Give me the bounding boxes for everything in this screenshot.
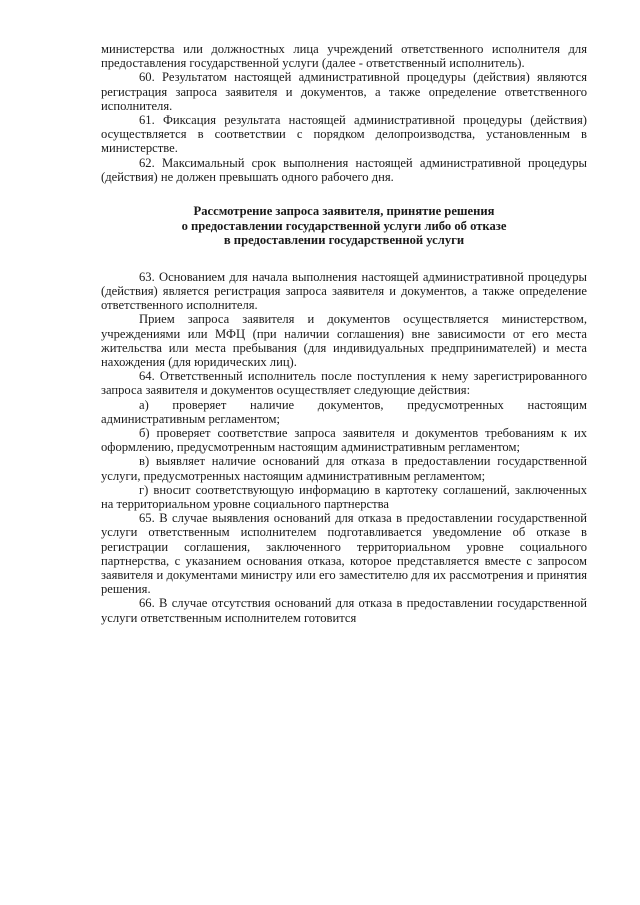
list-item-a: а) проверяет наличие документов, предусмотренных настоящим административным регламентом; <box>101 397 587 426</box>
paragraph-60: 60. Результатом настоящей административной процедуры (действия) являются регистрация запроса заявителя и документов, а также определение ответственного исполнителя. <box>101 70 587 113</box>
paragraph-63: 63. Основанием для начала выполнения настоящей административной процедуры (действия) является регистрация запроса заявителя и документов, а также определение ответственного исполнителя. <box>101 269 587 313</box>
list-item-g: г) вносит соответствующую информацию в картотеку соглашений, заключенных на территориальном уровне социального партнерства <box>101 482 587 512</box>
section-heading-line-2: о предоставлении государственной услуги либо об отказе <box>181 218 507 233</box>
section-heading <box>101 204 587 248</box>
section-heading-line-3: в предоставлении государственной услуги <box>223 233 465 248</box>
paragraph-65: 65. В случае выявления оснований для отказа в предоставлении государственной услуги ответственным исполнителем подготавливается уведомление об отказе в регистрации соглашения, заключенного территориальном уровне социального партнерства, с указанием основания отказа, которое представляется вместе с запросом заявителя и документами министру или его заместителю для их рассмотрения и принятия решения. <box>101 511 587 597</box>
spacer <box>101 184 587 204</box>
paragraph-64: 64. Ответственный исполнитель после поступления к нему зарегистрированного запроса заявителя и документов осуществляет следующие действия: <box>101 369 587 398</box>
paragraph-continuation: министерства или должностных лица учреждений ответственного исполнителя для предоставления государственной услуги (далее - ответственный исполнитель). <box>101 42 587 71</box>
paragraph-61: 61. Фиксация результата настоящей административной процедуры (действия) осуществляется в соответствии с порядком делопроизводства, установленным в министерстве. <box>101 113 587 156</box>
list-item-v: в) выявляет наличие оснований для отказа в предоставлении государственной услуги, предусмотренных настоящим административным регламентом; <box>101 454 587 483</box>
list-item-b: б) проверяет соответствие запроса заявителя и документов требованиям к их оформлению, предусмотренным настоящим административным регламентом; <box>101 426 587 455</box>
spacer <box>101 248 587 270</box>
paragraph-reception: Прием запроса заявителя и документов осуществляется министерством, учреждениями или МФЦ (при наличии соглашения) вне зависимости от его места жительства или места пребывания (для индивидуальных предпринимателей) и места нахождения (для юридических лиц). <box>101 312 587 370</box>
document-page <box>101 42 587 625</box>
paragraph-66: 66. В случае отсутствия оснований для отказа в предоставлении государственной услуги ответственным исполнителем готовится <box>101 596 587 625</box>
paragraph-62: 62. Максимальный срок выполнения настоящей административной процедуры (действия) не должен превышать одного рабочего дня. <box>101 155 587 184</box>
section-heading-line-1: Рассмотрение запроса заявителя, принятие решения <box>193 204 495 219</box>
